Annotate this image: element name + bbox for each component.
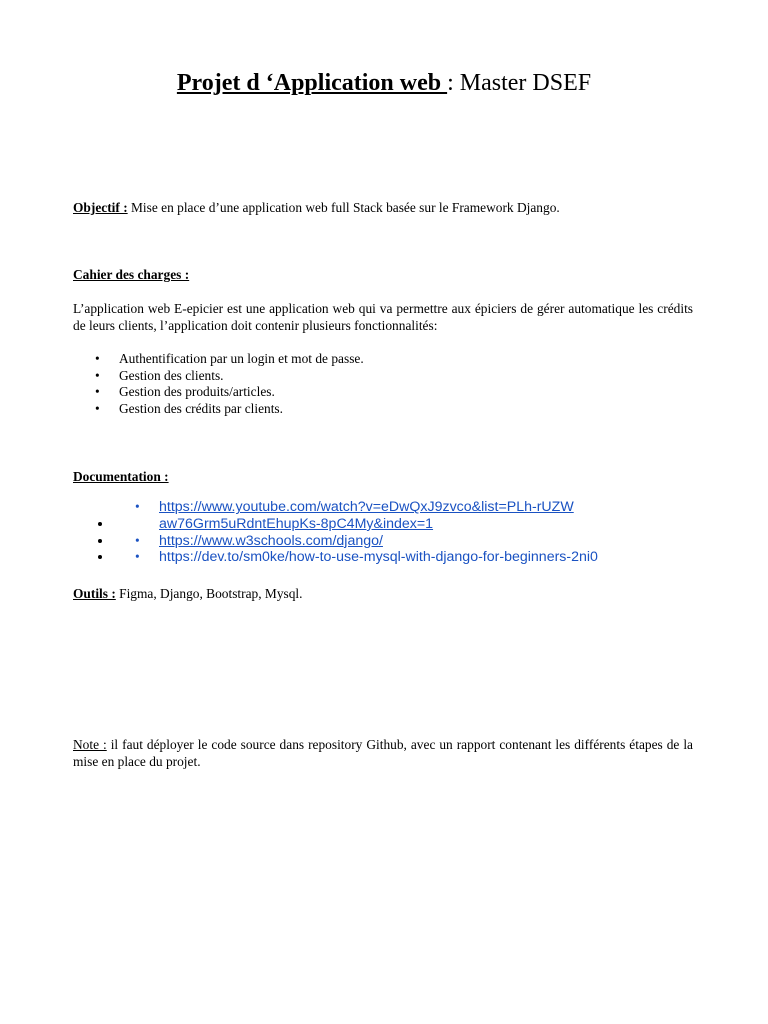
title-bold-part: Projet d ‘Application web (176, 70, 448, 96)
cahier-heading-text: Cahier des charges : (73, 267, 190, 282)
feature-text: Gestion des clients. (119, 367, 224, 383)
note-label: Note : (73, 737, 107, 752)
bullet-icon: • • (135, 549, 140, 565)
documentation-heading-text: Documentation : (73, 469, 169, 484)
objectif-text: Mise en place d’une application web full Stack basée sur le Framework Django. (127, 200, 560, 215)
w3schools-link[interactable]: https://www.w3schools.com/django/ (159, 532, 383, 549)
bullet-icon: • • (135, 532, 140, 548)
documentation-links (73, 499, 693, 565)
list-item (73, 401, 693, 418)
outils-label: Outils : (73, 586, 116, 601)
features-list (73, 351, 693, 418)
features-list-wrapper (73, 351, 693, 418)
list-item (73, 351, 693, 368)
feature-text: Authentification par un login et mot de passe. (119, 351, 364, 366)
objectif-section (73, 200, 693, 217)
list-item (113, 499, 693, 532)
documentation-links-wrapper (73, 486, 693, 579)
cahier-heading (73, 267, 693, 284)
list-item (113, 533, 693, 550)
bullet-icon: • (95, 401, 100, 417)
bullet-icon: • (95, 384, 100, 400)
devto-link[interactable]: https://dev.to/sm0ke/how-to-use-mysql-with-django-for-beginners-2ni0 (159, 549, 598, 566)
bullet-icon: • (95, 351, 100, 366)
title-rest: : Master DSEF (447, 70, 592, 96)
bullet-icon: • • (135, 499, 140, 515)
documentation-heading (73, 469, 693, 486)
outils-section (73, 586, 693, 603)
document-title (0, 67, 768, 99)
note-text: il faut déployer le code source dans repository Github, avec un rapport contenant les différents étapes de la mise en place du projet. (73, 737, 693, 769)
youtube-link[interactable]: https://www.youtube.com/watch?v=eDwQxJ9zvco&list=PLh-rUZWaw76Grm5uRdntEhupKs-8pC4My&index=1 (159, 499, 574, 532)
feature-text: Gestion des produits/articles. (119, 384, 275, 400)
list-item (73, 384, 693, 401)
outils-text: Figma, Django, Bootstrap, Mysql. (115, 586, 303, 601)
list-item (113, 549, 693, 566)
note-section (73, 737, 693, 770)
bullet-icon: • (95, 367, 100, 383)
list-item (73, 368, 693, 385)
feature-text: Gestion des crédits par clients. (119, 401, 283, 417)
objectif-label: Objectif : (73, 200, 128, 215)
cahier-paragraph: L’application web E-epicier est une application web qui va permettre aux épiciers de gérer automatique les crédits de leurs clients, l’application doit contenir plusieurs fonctionnalités: (73, 301, 693, 333)
